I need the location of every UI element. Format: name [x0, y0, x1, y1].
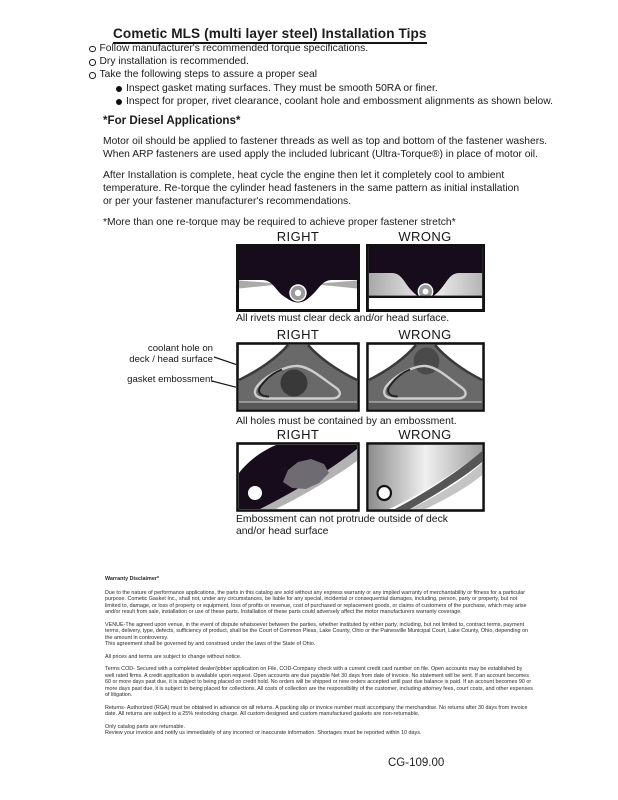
list-item: [116, 95, 569, 108]
row3-caption: [236, 514, 448, 538]
tip-text: Inspect gasket mating surfaces. They must be smooth 50RA or finer.: [126, 82, 438, 94]
diesel-paragraph-1: [103, 135, 573, 161]
row1-caption: All rivets must clear deck and/or head surface.: [236, 313, 450, 324]
list-item: [89, 55, 569, 68]
catalog-paragraph: Only catalog parts are returnable.: [105, 723, 186, 730]
prices-paragraph: All prices and terms are subject to change without notice.: [105, 653, 242, 660]
bolt-hole: [378, 486, 391, 500]
paragraph-line: or per your fastener manufacturer's recommendations.: [103, 196, 352, 207]
paragraph-line: After Installation is complete, heat cycle the engine then let it completely cool to ambient: [103, 170, 505, 181]
wrong-label-row1: WRONG: [398, 229, 452, 244]
right-label-row3: RIGHT: [276, 427, 320, 442]
row2-caption: All holes must be contained by an embossment.: [236, 416, 457, 427]
paragraph-line: temperature. Re-torque the cylinder head fasteners in the same pattern as initial installation: [103, 183, 520, 194]
open-bullet-icon: [89, 46, 96, 53]
coolant-hole: [281, 370, 308, 397]
diesel-heading: *For Diesel Applications*: [103, 114, 241, 127]
filled-bullet-icon: [116, 86, 122, 92]
diesel-section: [103, 114, 573, 237]
list-item: [116, 82, 569, 95]
figure-embossment-contained-right: [236, 342, 360, 412]
list-item: [89, 68, 569, 81]
diesel-paragraph-2: [103, 169, 573, 208]
right-label-row2: RIGHT: [276, 327, 320, 342]
figure-rivet-clearance-wrong: [366, 244, 485, 312]
label-line: coolant hole on: [147, 343, 213, 354]
page-title: Cometic MLS (multi layer steel) Installation Tips: [113, 26, 427, 44]
figure-embossment-protrusion-wrong: [366, 442, 485, 512]
bolt-hole: [248, 486, 262, 500]
open-bullet-icon: [89, 72, 96, 79]
wrong-label-row3: WRONG: [398, 427, 452, 442]
installation-tips-list: [89, 42, 569, 108]
venue-paragraph-line2: This agreement shall be governed by and construed under the laws of the State of Ohio.: [105, 641, 316, 647]
right-label-row1: RIGHT: [276, 229, 320, 244]
figure-rivet-clearance-right: [236, 244, 360, 312]
tip-text: Dry installation is recommended.: [99, 56, 249, 68]
legal-section: [105, 576, 533, 743]
returns-paragraph: Returns- Authorized (RGA) must be obtained in advance on all returns. A packing slip or invoice number must accompany the merchandise. No returns after 30 days from invoice date. All returns are subject to a 25% restocking charge. All custom designed and custom manufactured gaskets are non-returnable.: [105, 704, 528, 717]
figure-embossment-contained-wrong: [366, 342, 485, 412]
terms-paragraph: Terms COD- Secured with a completed dealer/jobber application on File, COD-Company check with a current credit card number on file. Open accounts may be established by well rated firms. A credit application is available upon request. Open accounts are due payable Net 30 days from date of invoice. No statement will be sent. If an account becomes 60 or more days past due, it is subject to being placed on credit hold. No orders will be shipped or new orders accepted until past due balance is paid. If an account becomes 90 or more days past due, it is subject to being placed for collections. All costs of collection are the responsibility of the customer, including attorney fees, court costs, and other expenses of litigation.: [105, 666, 533, 698]
filled-bullet-icon: [116, 99, 122, 105]
coolant-hole-pointer-label: [103, 344, 213, 365]
warranty-disclaimer-heading: Warranty Disclaimer*: [105, 576, 160, 582]
label-line: deck / head surface: [129, 353, 213, 365]
paragraph-line: Motor oil should be applied to fastener threads as well as top and bottom of the fastener washers.: [103, 136, 548, 147]
gasket-embossment-pointer-label: gasket embossment: [127, 374, 213, 385]
coolant-hole: [414, 348, 440, 375]
venue-paragraph: VENUE-The agreed upon venue, in the event of dispute whatsoever between the parties, whether instituted by either party, including, but not limited to, contract terms, payment terms, delivery, type, defects, sufficiency of product, shall be the Court of Common Pleas, Lake County, Ohio or the Painesville Municipal Court, Lake County, Ohio, depending on the amount in controversy.: [105, 621, 528, 641]
page-number: CG-109.00: [388, 757, 445, 769]
list-item: [89, 42, 569, 55]
warranty-paragraph: Due to the nature of performance applications, the parts in this catalog are sold without any express warranty or any implied warranty of merchantability or fitness for a particular purpose. Cometic Gasket Inc., shall not, under any circumstances, be liable for any special, incidental or consequential damages, including, person, party or property, but not limited to, damage, or loss of property or equipment, loss of profits or revenue, cost of purchased or replacement goods, or claims of customers of the purchase, which may arise and/or result from sale, installation or use of these parts. Installation of these parts could adversely affect the motor manufacturers warranty coverage.: [105, 589, 527, 615]
wrong-label-row2: WRONG: [398, 327, 452, 342]
paragraph-line: When ARP fasteners are used apply the included lubricant (Ultra-Torque®) in place of motor oil.: [103, 149, 538, 160]
tip-text: Inspect for proper, rivet clearance, coolant hole and embossment alignments as shown below.: [126, 95, 553, 107]
tip-text: Take the following steps to assure a proper seal: [99, 69, 318, 81]
caption-line: Embossment can not protrude outside of deck: [236, 514, 448, 525]
retorque-note: *More than one re-torque may be required to achieve proper fastener stretch*: [103, 217, 456, 228]
caption-line: and/or head surface: [236, 526, 329, 537]
tip-text: Follow manufacturer's recommended torque specifications.: [99, 43, 369, 54]
review-paragraph: Review your invoice and notify us immediately of any incorrect or inaccurate information. Shortages must be reported within 10 days.: [105, 730, 422, 736]
figure-embossment-protrusion-right: [236, 442, 360, 512]
open-bullet-icon: [89, 59, 96, 66]
